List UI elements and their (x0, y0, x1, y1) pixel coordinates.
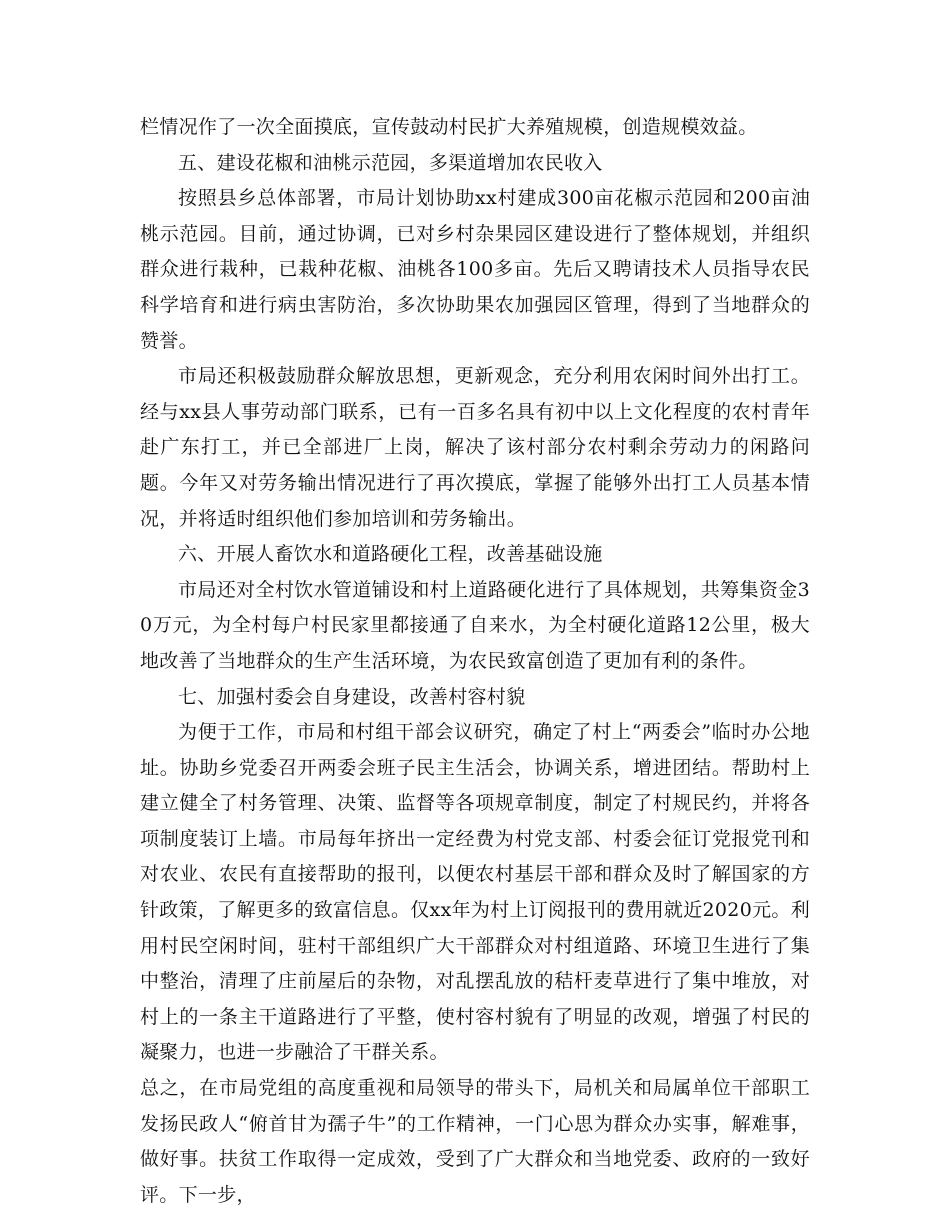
paragraph-labor-export: 市局还积极鼓励群众解放思想，更新观念，充分利用农闲时间外出打工。经与xx县人事劳动部门联系，已有一百多名具有初中以上文化程度的农村青年赴广东打工，并已全部进厂上岗，解决了该村部分农村剩余劳动力的闲路问题。今年又对劳务输出情况进行了再次摸底，掌握了能够外出打工人员基本情况，并将适时组织他们参加培训和劳务输出。 (140, 365, 810, 530)
paragraph-summary: 总之，在市局党组的高度重视和局领导的带头下，局机关和局属单位干部职工发扬民政人“俯首甘为孺子牛”的工作精神，一门心思为群众办实事，解难事，做好事。扶贫工作取得一定成效，受到了广大群众和当地党委、政府的一致好评。下一步， (140, 1077, 810, 1206)
paragraph-water-roads: 市局还对全村饮水管道铺设和村上道路硬化进行了具体规划，共筹集资金30万元，为全村每户村民家里都接通了自来水，为全村硬化道路12公里，极大地改善了当地群众的生产生活环境，为农民致富创造了更加有利的条件。 (140, 578, 810, 672)
section-heading-six: 六、开展人畜饮水和道路硬化工程，改善基础设施 (178, 543, 603, 566)
paragraph-continuation: 栏情况作了一次全面摸底，宣传鼓动村民扩大养殖规模，创造规模效益。 (140, 116, 758, 138)
section-heading-seven: 七、加强村委会自身建设，改善村容村貌 (178, 685, 526, 708)
document-page (140, 110, 810, 1213)
paragraph-orchard: 按照县乡总体部署，市局计划协助xx村建成300亩花椒示范园和200亩油桃示范园。目前，通过协调，已对乡村杂果园区建设进行了整体规划，并组织群众进行栽种，已栽种花椒、油桃各100多亩。先后又聘请技术人员指导农民科学培育和进行病虫害防治，多次协助果农加强园区管理，得到了当地群众的赞誉。 (140, 187, 810, 352)
paragraph-village-committee: 为便于工作，市局和村组干部会议研究，确定了村上“两委会”临时办公地址。协助乡党委召开两委会班子民主生活会，协调关系，增进团结。帮助村上建立健全了村务管理、决策、监督等各项规章制度，制定了村规民约，并将各项制度装订上墙。市局每年挤出一定经费为村党支部、村委会征订党报党刊和对农业、农民有直接帮助的报刊，以便农村基层干部和群众及时了解国家的方针政策，了解更多的致富信息。仅xx年为村上订阅报刊的费用就近2020元。利用村民空闲时间，驻村干部组织广大干部群众对村组道路、环境卫生进行了集中整治，清理了庄前屋后的杂物，对乱摆乱放的秸杆麦草进行了集中堆放，对村上的一条主干道路进行了平整，使村容村貌有了明显的改观，增强了村民的凝聚力，也进一步融洽了干群关系。 (140, 721, 810, 1064)
section-heading-five: 五、建设花椒和油桃示范园，多渠道增加农民收入 (178, 151, 603, 174)
